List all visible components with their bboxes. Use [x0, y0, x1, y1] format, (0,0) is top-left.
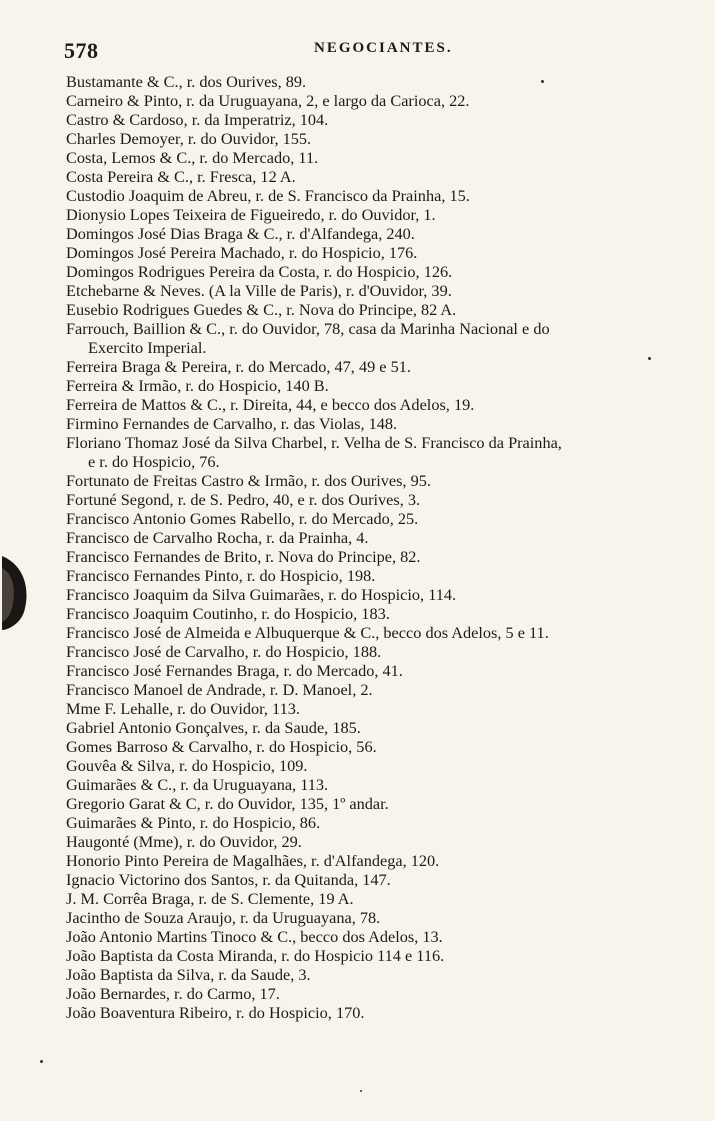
list-item: Francisco Joaquim Coutinho, r. do Hospicio, 183. [66, 604, 390, 623]
running-title: NEGOCIANTES. [314, 40, 453, 56]
list-item: Francisco Fernandes de Brito, r. Nova do Principe, 82. [66, 547, 421, 566]
list-item: João Antonio Martins Tinoco & C., becco dos Adelos, 13. [66, 927, 443, 946]
list-item: Haugonté (Mme), r. do Ouvidor, 29. [66, 832, 302, 851]
list-item: J. M. Corrêa Braga, r. de S. Clemente, 19 A. [66, 889, 354, 908]
list-item: Honorio Pinto Pereira de Magalhães, r. d'Alfandega, 120. [66, 851, 440, 870]
list-item: Gouvêa & Silva, r. do Hospicio, 109. [66, 756, 308, 775]
list-item-continuation: e r. do Hospicio, 76. [88, 452, 220, 471]
list-item: Guimarães & Pinto, r. do Hospicio, 86. [66, 813, 321, 832]
list-item: Ferreira Braga & Pereira, r. do Mercado, 47, 49 e 51. [66, 357, 411, 376]
list-item: Francisco José Fernandes Braga, r. do Mercado, 41. [66, 661, 403, 680]
binding-mark-icon [0, 552, 30, 632]
list-item: João Boaventura Ribeiro, r. do Hospicio, 170. [66, 1003, 365, 1022]
list-item: Fortunato de Freitas Castro & Irmão, r. dos Ourives, 95. [66, 471, 431, 490]
list-item: Francisco Joaquim da Silva Guimarães, r. do Hospicio, 114. [66, 585, 457, 604]
list-item: Domingos Rodrigues Pereira da Costa, r. do Hospicio, 126. [66, 262, 453, 281]
list-item: Francisco Manoel de Andrade, r. D. Manoel, 2. [66, 680, 373, 699]
page-number: 578 [64, 38, 99, 63]
list-item: Etchebarne & Neves. (A la Ville de Paris), r. d'Ouvidor, 39. [66, 281, 452, 300]
list-item: Gregorio Garat & C, r. do Ouvidor, 135, 1º andar. [66, 794, 389, 813]
list-item: Francisco de Carvalho Rocha, r. da Prainha, 4. [66, 528, 369, 547]
list-item: João Baptista da Costa Miranda, r. do Hospicio 114 e 116. [66, 946, 445, 965]
list-item: Charles Demoyer, r. do Ouvidor, 155. [66, 129, 312, 148]
list-item: João Baptista da Silva, r. da Saude, 3. [66, 965, 311, 984]
list-item: Gomes Barroso & Carvalho, r. do Hospicio, 56. [66, 737, 377, 756]
ink-speck [40, 1060, 43, 1063]
list-item: Carneiro & Pinto, r. da Uruguayana, 2, e largo da Carioca, 22. [66, 91, 470, 110]
list-item-continuation: Exercito Imperial. [88, 338, 207, 357]
ink-speck [648, 357, 651, 360]
list-item: Dionysio Lopes Teixeira de Figueiredo, r. do Ouvidor, 1. [66, 205, 436, 224]
list-item: Francisco José de Carvalho, r. do Hospicio, 188. [66, 642, 382, 661]
list-item: Farrouch, Baillion & C., r. do Ouvidor, 78, casa da Marinha Nacional e do [66, 319, 550, 338]
ink-speck [541, 80, 544, 83]
list-item: Firmino Fernandes de Carvalho, r. das Violas, 148. [66, 414, 398, 433]
list-item: Francisco Antonio Gomes Rabello, r. do Mercado, 25. [66, 509, 419, 528]
list-item: Ignacio Victorino dos Santos, r. da Quitanda, 147. [66, 870, 391, 889]
list-item: Costa Pereira & C., r. Fresca, 12 A. [66, 167, 296, 186]
list-item: Eusebio Rodrigues Guedes & C., r. Nova do Principe, 82 A. [66, 300, 457, 319]
list-item: Jacintho de Souza Araujo, r. da Uruguayana, 78. [66, 908, 381, 927]
list-item: Bustamante & C., r. dos Ourives, 89. [66, 72, 307, 91]
list-item: Guimarães & C., r. da Uruguayana, 113. [66, 775, 329, 794]
list-item: Francisco José de Almeida e Albuquerque & C., becco dos Adelos, 5 e 11. [66, 623, 549, 642]
ink-speck [360, 1090, 362, 1092]
list-item: Domingos José Pereira Machado, r. do Hospicio, 176. [66, 243, 418, 262]
list-item: Domingos José Dias Braga & C., r. d'Alfandega, 240. [66, 224, 415, 243]
list-item: Gabriel Antonio Gonçalves, r. da Saude, 185. [66, 718, 361, 737]
list-item: Francisco Fernandes Pinto, r. do Hospicio, 198. [66, 566, 376, 585]
list-item: Mme F. Lehalle, r. do Ouvidor, 113. [66, 699, 300, 718]
list-item: Floriano Thomaz José da Silva Charbel, r. Velha de S. Francisco da Prainha, [66, 433, 562, 452]
list-item: Custodio Joaquim de Abreu, r. de S. Francisco da Prainha, 15. [66, 186, 470, 205]
list-item: Ferreira de Mattos & C., r. Direita, 44, e becco dos Adelos, 19. [66, 395, 475, 414]
list-item: Costa, Lemos & C., r. do Mercado, 11. [66, 148, 319, 167]
list-item: João Bernardes, r. do Carmo, 17. [66, 984, 280, 1003]
list-item: Fortuné Segond, r. de S. Pedro, 40, e r. dos Ourives, 3. [66, 490, 421, 509]
list-item: Ferreira & Irmão, r. do Hospicio, 140 B. [66, 376, 329, 395]
list-item: Castro & Cardoso, r. da Imperatriz, 104. [66, 110, 329, 129]
